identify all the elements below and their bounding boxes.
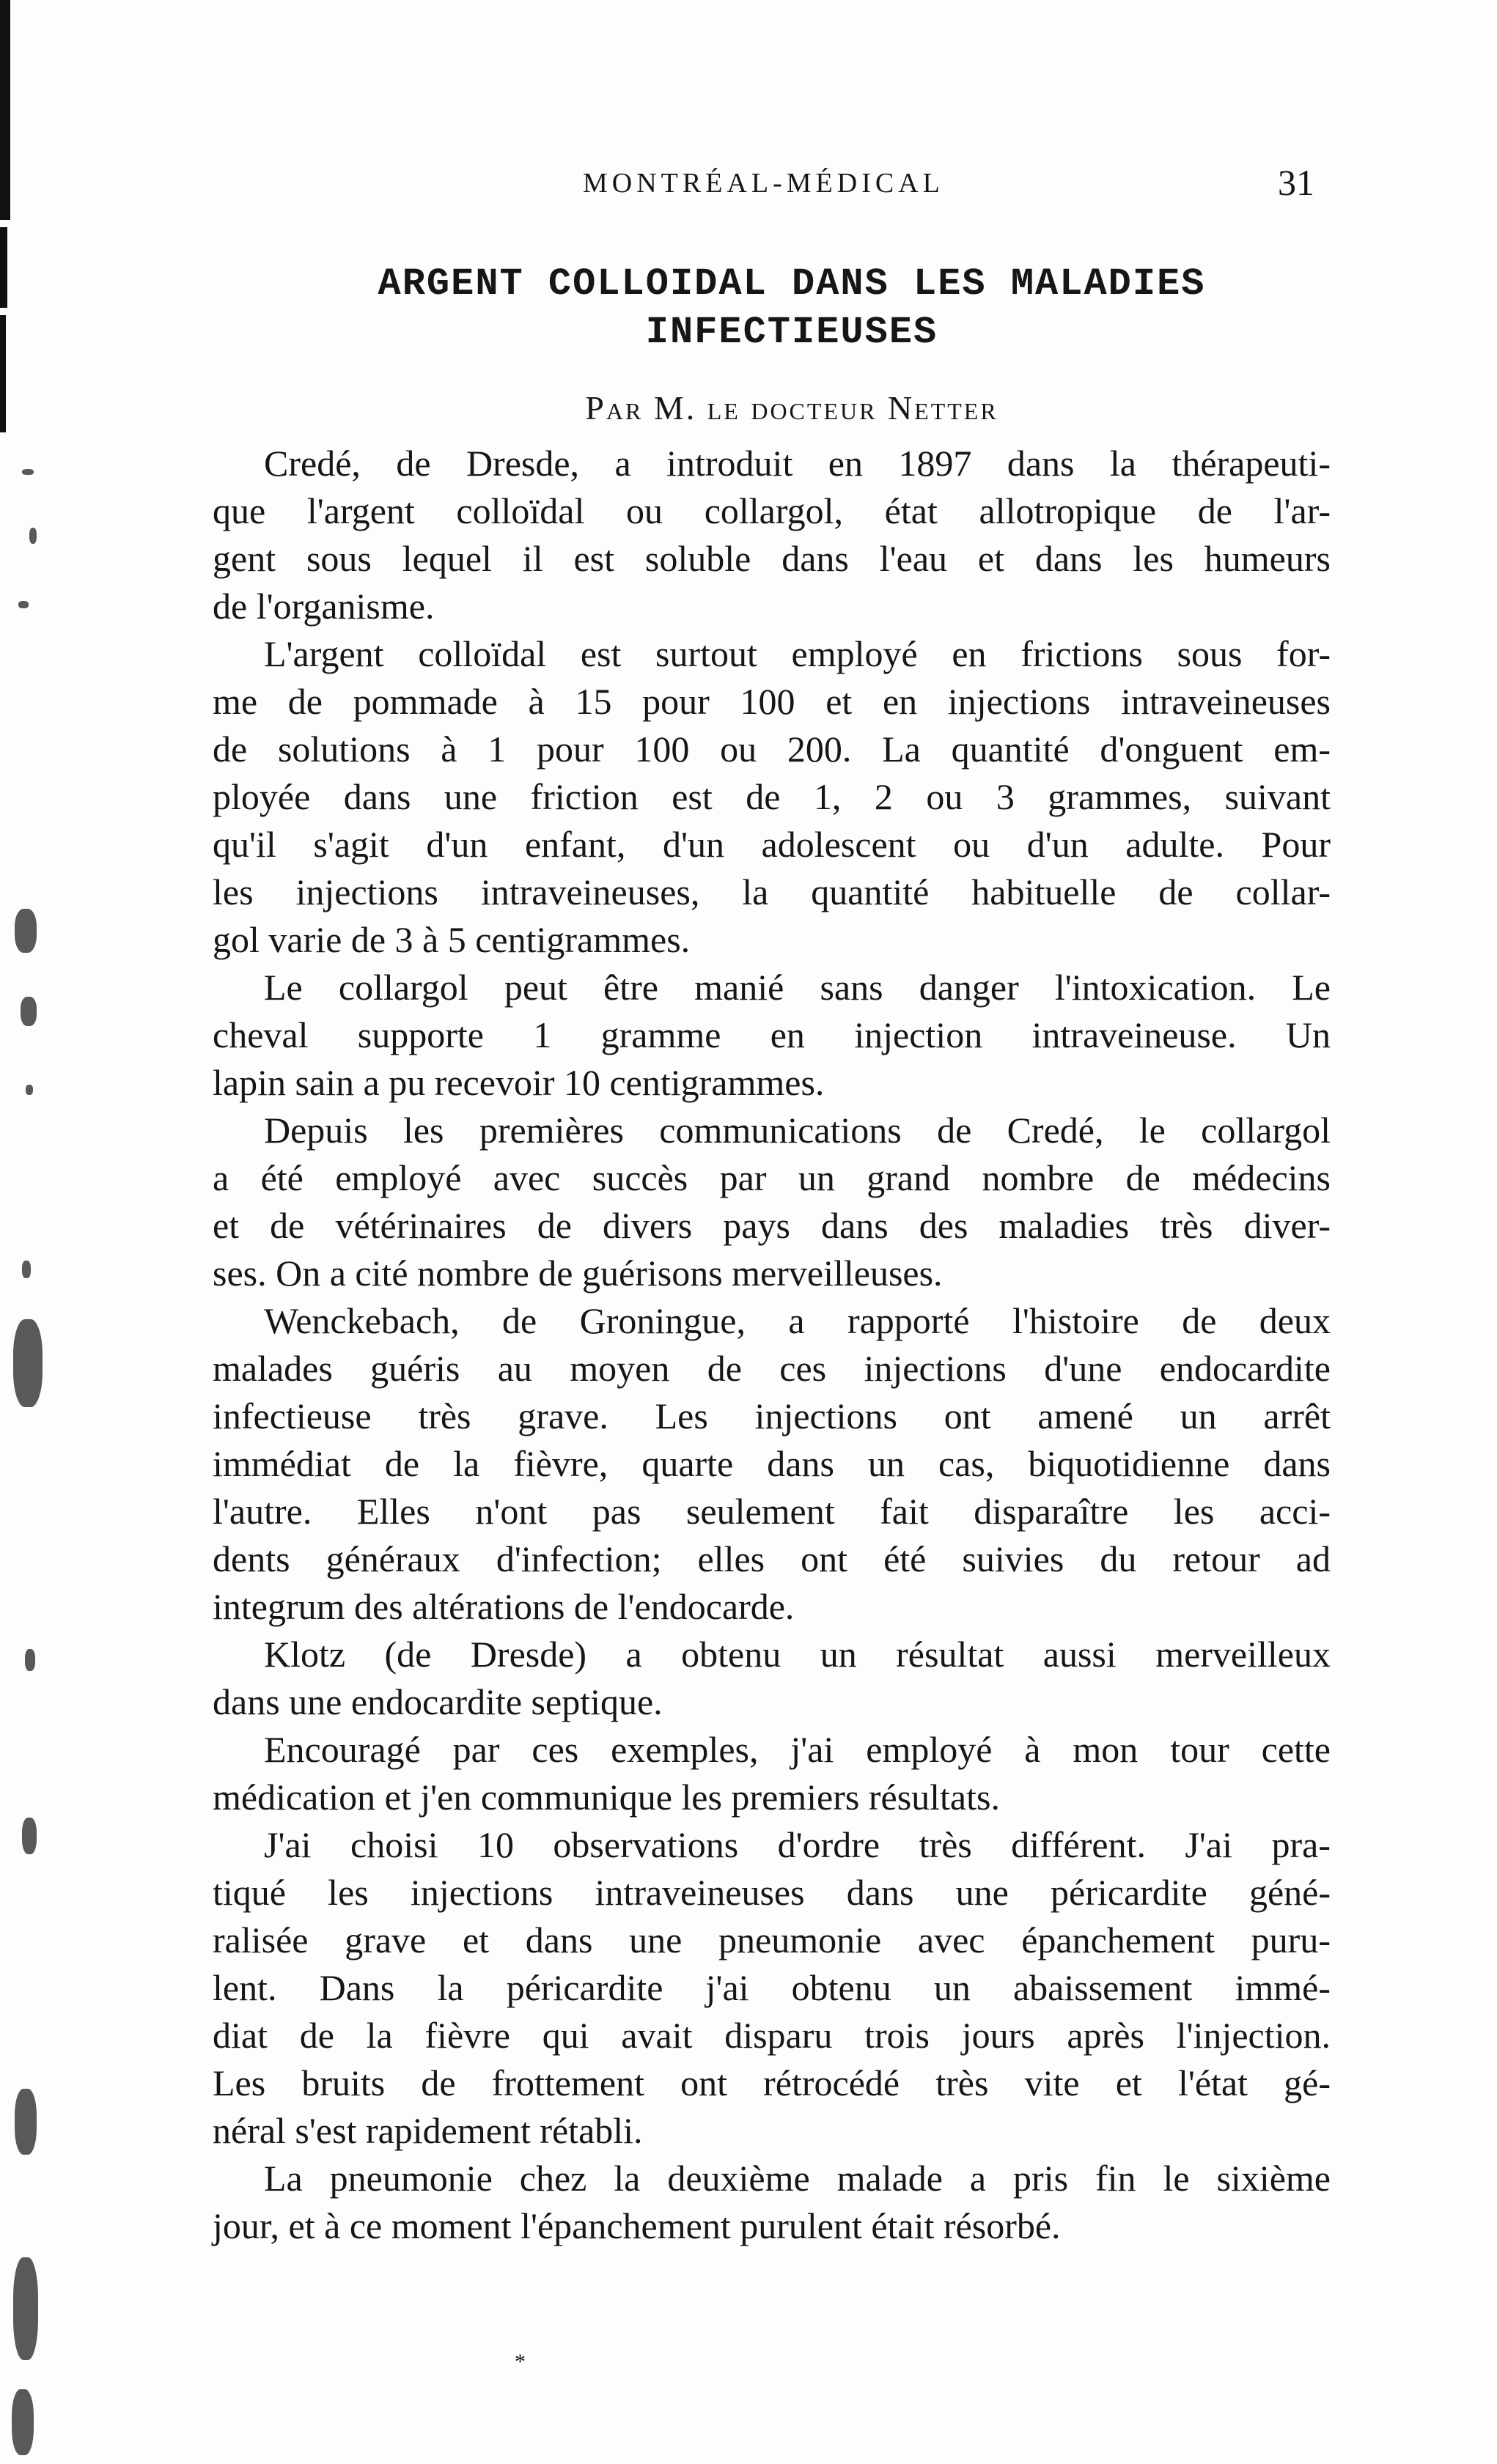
scan-speck bbox=[15, 909, 37, 953]
scan-speck bbox=[13, 2257, 38, 2360]
text-line: Credé, de Dresde, a introduit en 1897 dans la thérapeuti- bbox=[264, 443, 1331, 484]
text-line: L'argent colloïdal est surtout employé en frictions sous for- bbox=[264, 633, 1331, 674]
text-line: néral s'est rapidement rétabli. bbox=[213, 2110, 643, 2151]
text-line: dans une endocardite septique. bbox=[213, 1681, 663, 1722]
scan-speck bbox=[18, 601, 29, 608]
text-line: integrum des altérations de l'endocarde. bbox=[213, 1586, 795, 1627]
scan-edge-mark bbox=[0, 315, 6, 432]
text-line: Le collargol peut être manié sans danger l'intoxication. Le bbox=[264, 967, 1331, 1008]
text-line: lapin sain a pu recevoir 10 centigrammes. bbox=[213, 1062, 825, 1103]
scan-speck bbox=[25, 1649, 35, 1671]
text-line: me de pommade à 15 pour 100 et en injections intraveineuses bbox=[213, 681, 1331, 722]
text-line: infectieuse très grave. Les injections ont amené un arrêt bbox=[213, 1395, 1331, 1436]
article-title-line: INFECTIEUSES bbox=[645, 311, 938, 354]
scan-speck bbox=[13, 1319, 43, 1407]
text-line: jour, et à ce moment l'épanchement purulent était résorbé. bbox=[213, 2205, 1061, 2246]
scan-speck bbox=[26, 1085, 33, 1095]
text-line: lent. Dans la péricardite j'ai obtenu un abaissement immé- bbox=[213, 1967, 1331, 2008]
article-title-line: ARGENT COLLOIDAL DANS LES MALADIES bbox=[378, 262, 1206, 306]
scan-speck bbox=[21, 997, 37, 1026]
text-line: Wenckebach, de Groningue, a rapporté l'histoire de deux bbox=[264, 1300, 1331, 1341]
text-line: les injections intraveineuses, la quantité habituelle de collar- bbox=[213, 871, 1331, 912]
text-line: et de vétérinaires de divers pays dans des maladies très diver- bbox=[213, 1205, 1331, 1246]
scan-speck bbox=[15, 2089, 37, 2155]
scan-speck bbox=[29, 528, 37, 544]
running-head bbox=[0, 162, 1497, 211]
text-line: gent sous lequel il est soluble dans l'eau et dans les humeurs bbox=[213, 538, 1331, 579]
text-line: l'autre. Elles n'ont pas seulement fait disparaître les acci- bbox=[213, 1491, 1331, 1532]
text-line: de l'organisme. bbox=[213, 586, 435, 627]
text-line: Les bruits de frottement ont rétrocédé très vite et l'état gé- bbox=[213, 2062, 1331, 2103]
scan-speck bbox=[22, 469, 34, 475]
article-author: Par M. le docteur Netter bbox=[585, 389, 998, 427]
text-line: diat de la fièvre qui avait disparu trois jours après l'injection. bbox=[213, 2015, 1331, 2056]
text-line: ralisée grave et dans une pneumonie avec épanchement puru- bbox=[213, 1919, 1331, 1960]
journal-title: MONTRÉAL-MÉDICAL bbox=[583, 168, 944, 199]
scan-speck bbox=[22, 1261, 31, 1278]
text-line: Klotz (de Dresde) a obtenu un résultat aussi merveilleux bbox=[264, 1634, 1331, 1675]
article-title bbox=[220, 260, 1364, 357]
scan-speck bbox=[22, 1818, 37, 1854]
text-line: gol varie de 3 à 5 centigrammes. bbox=[213, 919, 691, 960]
article-body bbox=[213, 440, 1331, 2250]
text-line: La pneumonie chez la deuxième malade a pris fin le sixième bbox=[264, 2158, 1331, 2199]
text-line: malades guéris au moyen de ces injections d'une endocardite bbox=[213, 1348, 1331, 1389]
text-line: J'ai choisi 10 observations d'ordre très différent. J'ai pra- bbox=[264, 1824, 1331, 1865]
text-line: que l'argent colloïdal ou collargol, état allotropique de l'ar- bbox=[213, 490, 1331, 531]
scan-speck bbox=[12, 2389, 34, 2455]
text-line: qu'il s'agit d'un enfant, d'un adolescent ou d'un adulte. Pour bbox=[213, 824, 1331, 865]
text-line: de solutions à 1 pour 100 ou 200. La quantité d'onguent em- bbox=[213, 728, 1331, 770]
text-line: ployée dans une friction est de 1, 2 ou 3 grammes, suivant bbox=[213, 776, 1331, 817]
text-line: Encouragé par ces exemples, j'ai employé à mon tour cette bbox=[264, 1729, 1331, 1770]
scan-margin-artifacts bbox=[0, 0, 51, 2464]
footer-mark: * bbox=[515, 2350, 526, 2374]
text-line: dents généraux d'infection; elles ont été suivies du retour ad bbox=[213, 1538, 1331, 1579]
page-number: 31 bbox=[1278, 162, 1314, 203]
text-line: ses. On a cité nombre de guérisons merveilleuses. bbox=[213, 1253, 943, 1294]
text-line: immédiat de la fièvre, quarte dans un cas, biquotidienne dans bbox=[213, 1443, 1331, 1484]
text-line: médication et j'en communique les premiers résultats. bbox=[213, 1777, 1000, 1818]
scan-edge-mark bbox=[0, 227, 7, 308]
text-line: tiqué les injections intraveineuses dans une péricardite géné- bbox=[213, 1872, 1331, 1913]
text-line: cheval supporte 1 gramme en injection intraveineuse. Un bbox=[213, 1014, 1331, 1055]
text-line: Depuis les premières communications de Credé, le collargol bbox=[264, 1110, 1331, 1151]
text-line: a été employé avec succès par un grand nombre de médecins bbox=[213, 1157, 1331, 1198]
